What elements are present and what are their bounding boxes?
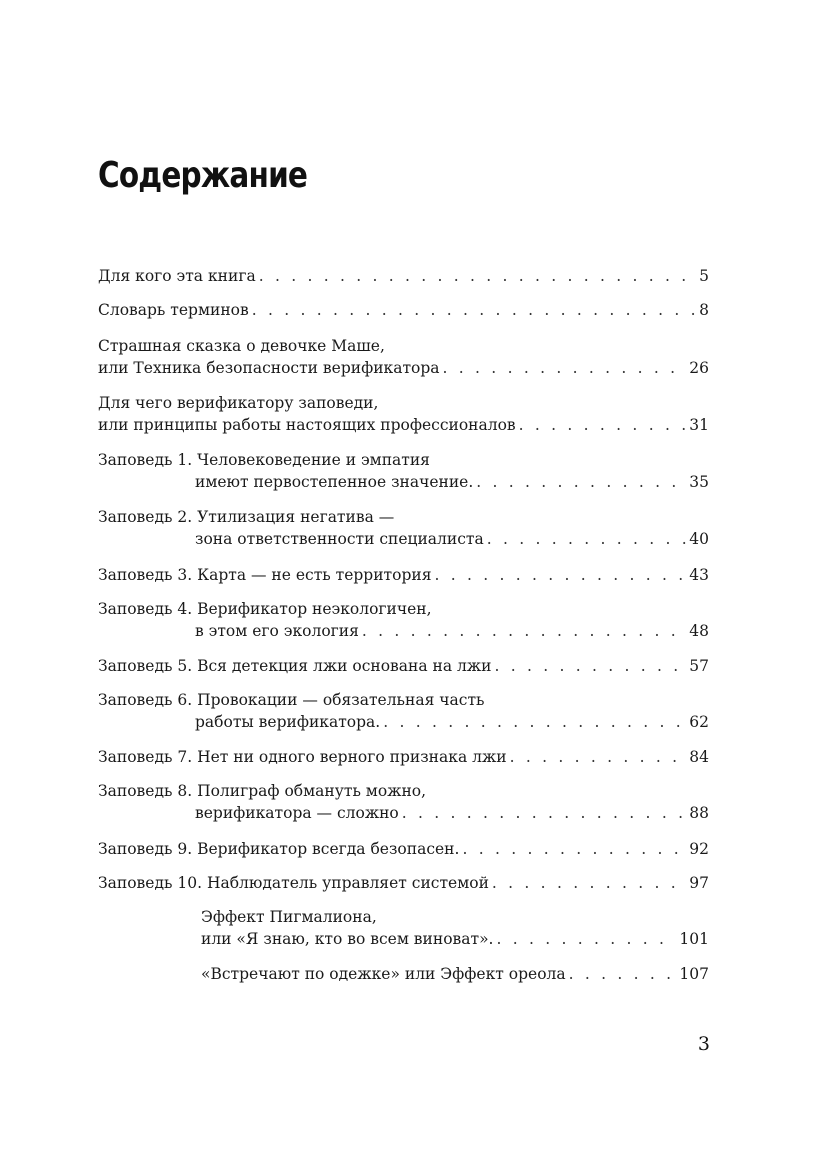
toc-entry-page: 84 [689, 748, 709, 766]
dot-leader [519, 414, 687, 436]
toc-entry-page: 31 [689, 416, 709, 434]
dot-leader [510, 746, 687, 768]
toc-entry-title-line: Для чего верификатору заповеди, [98, 394, 379, 412]
toc-entry[interactable] [98, 392, 709, 436]
toc-entry-title-line: Заповедь 8. Полиграф обмануть можно, [98, 782, 427, 800]
toc-entry-page: 26 [689, 359, 709, 377]
toc-entry-title-line: или принципы работы настоящих профессионалов [98, 416, 516, 434]
toc-entry-page: 57 [689, 657, 709, 675]
dot-leader [259, 265, 696, 287]
dot-leader [362, 620, 686, 642]
toc-entry[interactable] [98, 780, 709, 824]
dot-leader [492, 872, 686, 894]
toc-entry-title: Заповедь 7. Нет ни одного верного признака лжи [98, 748, 507, 766]
toc-entry-page: 43 [689, 566, 709, 584]
toc-entry-title-line: Заповедь 1. Человековедение и эмпатия [98, 451, 430, 469]
toc-entry-title: Заповедь 10. Наблюдатель управляет системой [98, 874, 489, 892]
toc-entry-page: 97 [689, 874, 709, 892]
page-title: Содержание [98, 155, 308, 196]
dot-leader [443, 357, 687, 379]
toc-entry-page: 5 [699, 267, 709, 285]
toc-entry-title-line: Страшная сказка о девочке Маше, [98, 337, 385, 355]
dot-leader [435, 564, 687, 586]
toc-entry[interactable] [98, 598, 709, 642]
dot-leader [496, 928, 676, 950]
toc-entry-title-line: зона ответственности специалиста [195, 530, 484, 548]
toc-entry[interactable] [98, 299, 709, 321]
toc-entry[interactable] [98, 838, 709, 860]
dot-leader [494, 655, 686, 677]
toc-entry-title-line: или Техника безопасности верификатора [98, 359, 440, 377]
toc-entry-title-line: верификатора — сложно [195, 804, 399, 822]
dot-leader [462, 838, 686, 860]
toc-entry-page: 48 [689, 622, 709, 640]
dot-leader [252, 299, 696, 321]
toc-entry[interactable] [98, 265, 709, 287]
toc-entry-title: Заповедь 9. Верификатор всегда безопасен. [98, 840, 460, 858]
toc-entry-page: 88 [689, 804, 709, 822]
toc-entry-page: 62 [689, 713, 709, 731]
toc-entry[interactable] [98, 564, 709, 586]
toc-entry-title-line: имеют первостепенное значение. [195, 473, 474, 491]
toc-entry[interactable] [98, 963, 709, 985]
toc-entry-title-line: или «Я знаю, кто во всем виноват». [201, 930, 494, 948]
toc-entry-title-line: Заповедь 4. Верификатор неэкологичен, [98, 600, 432, 618]
toc-entry[interactable] [98, 872, 709, 894]
toc-entry-page: 101 [679, 930, 709, 948]
toc-entry-title-line: Заповедь 2. Утилизация негатива — [98, 508, 395, 526]
dot-leader [569, 963, 677, 985]
toc-entry-title: Для кого эта книга [98, 267, 256, 285]
dot-leader [487, 528, 687, 550]
toc-entry-title-line: Эффект Пигмалиона, [201, 908, 377, 926]
page-number: 3 [697, 1033, 710, 1055]
dot-leader [476, 471, 686, 493]
toc-entry-title: Заповедь 3. Карта — не есть территория [98, 566, 432, 584]
toc-entry-title: Словарь терминов [98, 301, 249, 319]
toc-entry-title: «Встречают по одежке» или Эффект ореола [201, 965, 566, 983]
toc-entry-title: Заповедь 5. Вся детекция лжи основана на лжи [98, 657, 492, 675]
dot-leader [402, 802, 687, 824]
toc-entry-page: 35 [689, 473, 709, 491]
toc-entry-title-line: работы верификатора. [195, 713, 381, 731]
toc-entry-page: 107 [679, 965, 709, 983]
toc-entry[interactable] [98, 449, 709, 493]
toc-entry[interactable] [98, 689, 709, 733]
toc-entry[interactable] [98, 906, 709, 950]
toc-entry[interactable] [98, 746, 709, 768]
dot-leader [383, 711, 686, 733]
toc-entry-page: 40 [689, 530, 709, 548]
toc-entry[interactable] [98, 655, 709, 677]
toc-entry-title-line: в этом его экология [195, 622, 359, 640]
toc-entry-title-line: Заповедь 6. Провокации — обязательная часть [98, 691, 485, 709]
toc-entry[interactable] [98, 506, 709, 550]
toc-entry[interactable] [98, 335, 709, 379]
toc-entry-page: 8 [699, 301, 709, 319]
toc-entry-page: 92 [689, 840, 709, 858]
